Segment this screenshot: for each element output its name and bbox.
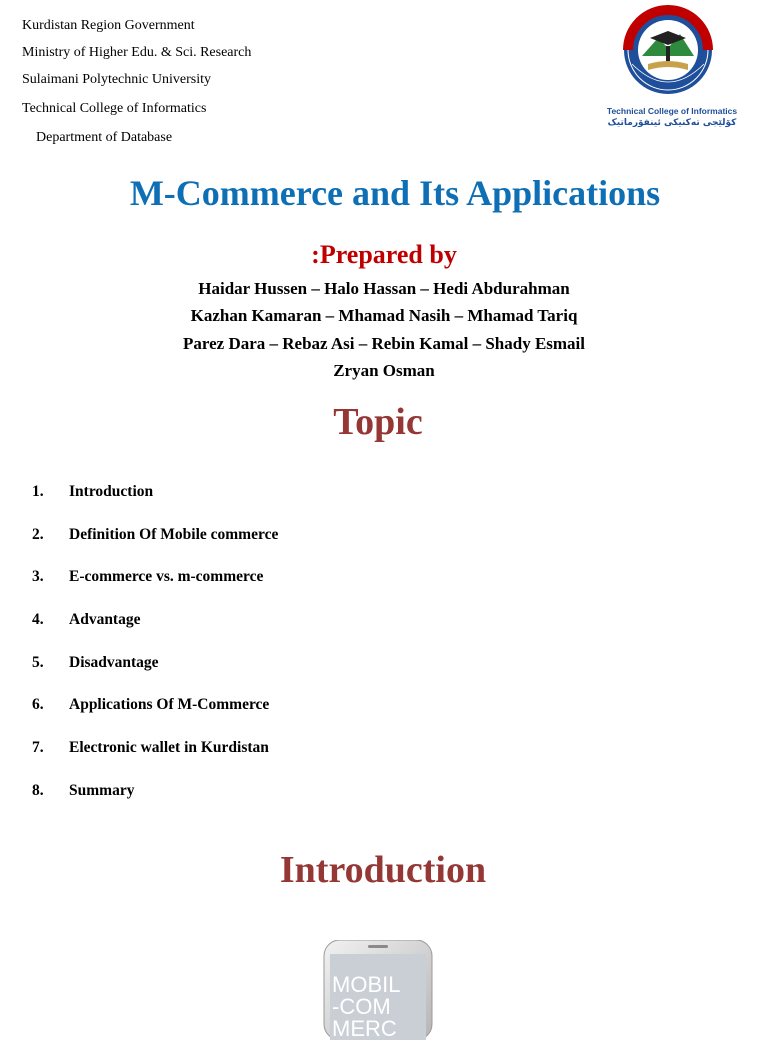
topic-label: Disadvantage [69,653,159,671]
topic-number: 5. [32,653,44,671]
topic-number: 3. [32,568,44,586]
mobile-phone-image-icon [322,940,434,1040]
topic-number: 4. [32,611,44,629]
topic-label: Definition Of Mobile commerce [69,525,279,543]
topic-label: Applications Of M-Commerce [69,696,270,714]
topic-label: Summary [69,781,135,799]
introduction-heading: Introduction [279,849,487,891]
topic-item [32,611,278,654]
header-college: Technical College of Informatics [22,101,207,116]
authors-line: Zryan Osman [333,360,435,380]
topic-number: 8. [32,781,44,799]
svg-text:MERC: MERC [332,1016,397,1040]
topic-item [32,782,278,825]
topic-label: E-commerce vs. m-commerce [69,568,264,586]
header-ministry: Ministry of Higher Edu. & Sci. Research [22,45,252,60]
header-government: Kurdistan Region Government [22,18,195,33]
topic-item [32,483,278,526]
header-department: Department of Database [36,130,173,145]
header-university: Sulaimani Polytechnic University [22,72,211,87]
authors-line: Kazhan Kamaran – Mhamad Nasih – Mhamad Tariq [190,306,578,326]
svg-text:MOBIL: MOBIL [332,972,401,997]
topic-number: 2. [32,525,44,543]
topic-number: 1. [32,483,44,500]
authors-list [0,278,768,387]
topic-number: 7. [32,739,44,757]
logo-caption-kurdish: کۆلێجی تەکنیکی ئینفۆرماتیک [607,118,737,128]
topic-item [32,526,278,569]
topic-label: Introduction [69,483,154,500]
topic-item [32,696,278,739]
topic-item [32,739,278,782]
topic-label: Advantage [69,611,141,629]
authors-line: Parez Dara – Rebaz Asi – Rebin Kamal – Shady Esmail [182,333,586,353]
authors-line: Haidar Hussen – Halo Hassan – Hedi Abdurahman [198,279,570,298]
topic-list [32,483,278,825]
topic-item [32,654,278,697]
logo-caption-english: Technical College of Informatics [606,106,738,116]
topic-label: Electronic wallet in Kurdistan [69,739,269,757]
topic-number: 6. [32,696,44,714]
svg-text:-COM: -COM [332,994,391,1019]
topic-heading: Topic [333,401,423,443]
prepared-by-label: :Prepared by [311,240,457,269]
document-title: M-Commerce and Its Applications [129,173,661,213]
topic-item [32,568,278,611]
